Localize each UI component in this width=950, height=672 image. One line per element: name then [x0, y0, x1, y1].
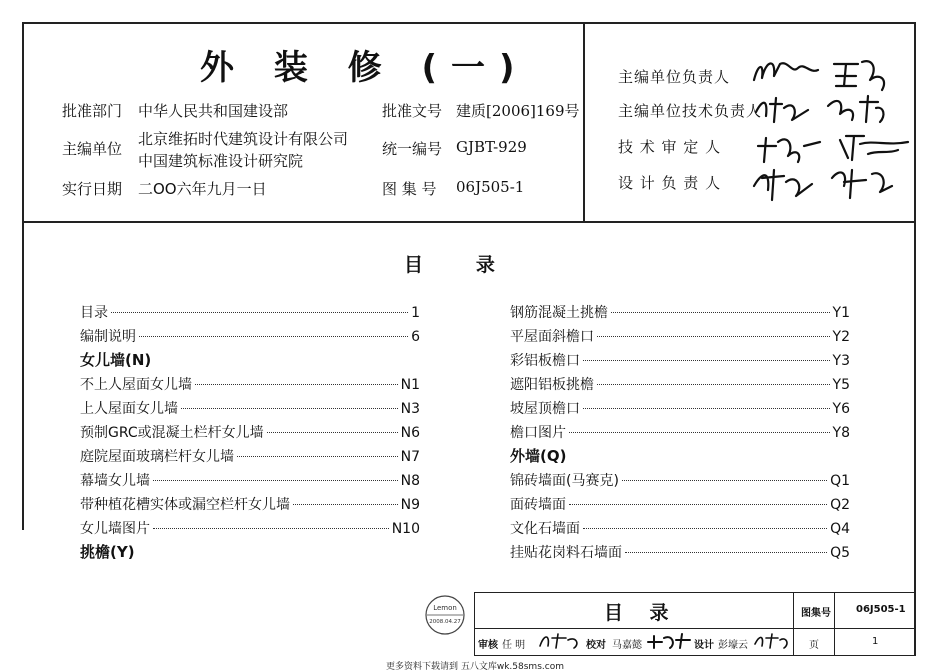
chief-unit-value-2: 中国建筑标准设计研究院	[138, 152, 304, 170]
toc-item-label: 文化石墙面	[510, 521, 580, 537]
toc-item-label: 檐口图片	[510, 425, 566, 441]
toc-item-page: Y5	[832, 377, 850, 393]
toc-leader-dots	[597, 384, 830, 385]
left-toc-row[interactable]	[80, 470, 420, 490]
toc-leader-dots	[569, 504, 827, 505]
atlas-no-value: 06J505-1	[456, 178, 525, 196]
atlas-title: 外 装 修 (一)	[200, 48, 529, 88]
toc-item-page: Q4	[830, 521, 850, 537]
toc-item-page: 6	[411, 329, 420, 345]
impl-date-label: 实行日期	[62, 180, 123, 198]
unified-no-label: 统一编号	[382, 140, 443, 158]
toc-leader-dots	[153, 528, 389, 529]
atlas-no-cell-value: 06J505-1	[856, 604, 906, 615]
toc-leader-dots	[597, 336, 830, 337]
right-toc-row[interactable]	[510, 518, 850, 538]
toc-leader-dots	[139, 336, 408, 337]
toc-item-page: N3	[400, 401, 420, 417]
stamp-top-text: Lemon	[433, 604, 457, 612]
toc-item-label: 不上人屋面女儿墙	[80, 377, 192, 393]
toc-item-page: Y2	[832, 329, 850, 345]
resp-tech-reviewer: 技 术 审 定 人	[618, 138, 722, 156]
toc-item-label: 挂贴花岗料石墙面	[510, 545, 622, 561]
left-section-heading: 挑檐(Y)	[80, 543, 135, 561]
toc-leader-dots	[195, 384, 398, 385]
toc-item-label: 面砖墙面	[510, 497, 566, 513]
footer-download-note: 更多资料下载请到 五八文库wk.58sms.com	[386, 662, 564, 672]
toc-item-page: Q5	[830, 545, 850, 561]
toc-item-label: 预制GRC或混凝土栏杆女儿墙	[80, 425, 264, 441]
design-name: 彭壕云	[718, 640, 748, 651]
review-name: 任 明	[502, 640, 526, 651]
atlas-no-label: 图 集 号	[382, 180, 437, 198]
left-toc-row[interactable]	[80, 302, 420, 322]
atlas-no-cell-label: 图集号	[801, 608, 831, 619]
toc-leader-dots	[111, 312, 408, 313]
title-block-name: 目 录	[604, 602, 669, 624]
toc-heading: 目 录	[404, 254, 495, 276]
approve-dept-label: 批准部门	[62, 102, 123, 120]
left-toc-row[interactable]	[80, 374, 420, 394]
approve-doc-label: 批准文号	[382, 102, 443, 120]
toc-leader-dots	[181, 408, 398, 409]
title-block-mid-line	[474, 628, 916, 629]
toc-leader-dots	[569, 432, 830, 433]
toc-item-page: N10	[391, 521, 420, 537]
toc-item-page: N1	[400, 377, 420, 393]
left-section-heading: 女儿墙(N)	[80, 351, 152, 369]
toc-item-label: 女儿墙图片	[80, 521, 150, 537]
toc-item-label: 锦砖墙面(马赛克)	[510, 473, 619, 489]
right-toc-row[interactable]	[510, 398, 850, 418]
toc-item-label: 编制说明	[80, 329, 136, 345]
toc-leader-dots	[153, 480, 398, 481]
resp-design-head: 设 计 负 责 人	[618, 174, 722, 192]
chief-unit-value-1: 北京维拓时代建筑设计有限公司	[138, 130, 349, 148]
right-toc-row[interactable]	[510, 350, 850, 370]
title-block-sep-1	[793, 592, 794, 656]
check-name: 马嘉懿	[612, 640, 642, 651]
toc-item-page: Q2	[830, 497, 850, 513]
right-toc-row[interactable]	[510, 542, 850, 562]
check-label: 校对	[586, 640, 606, 651]
review-signature	[536, 630, 584, 652]
title-block-sep-2	[834, 592, 835, 656]
toc-item-label: 钢筋混凝土挑檐	[510, 305, 608, 321]
toc-leader-dots	[583, 360, 830, 361]
review-label: 审核	[478, 640, 498, 651]
check-signature	[644, 630, 694, 652]
toc-item-page: 1	[411, 305, 420, 321]
toc-leader-dots	[622, 480, 827, 481]
left-toc-row[interactable]	[80, 446, 420, 466]
left-toc-row[interactable]	[80, 398, 420, 418]
right-toc-row[interactable]	[510, 422, 850, 442]
toc-item-page: Y1	[832, 305, 850, 321]
toc-leader-dots	[267, 432, 398, 433]
toc-item-page: Y3	[832, 353, 850, 369]
toc-leader-dots	[583, 408, 830, 409]
left-toc-row[interactable]	[80, 518, 420, 538]
approve-dept-value: 中华人民共和国建设部	[138, 102, 289, 120]
chief-unit-label: 主编单位	[62, 140, 123, 158]
header-divider	[22, 221, 916, 223]
stamp-bottom-text: 2008.04.27	[429, 619, 461, 625]
left-toc-row[interactable]	[80, 494, 420, 514]
right-toc-row[interactable]	[510, 494, 850, 514]
toc-item-page: N8	[400, 473, 420, 489]
header-vertical-divider	[583, 22, 585, 223]
toc-item-page: N7	[400, 449, 420, 465]
toc-leader-dots	[583, 528, 827, 529]
design-label: 设计	[694, 640, 714, 651]
toc-leader-dots	[237, 456, 398, 457]
toc-item-label: 平屋面斜檐口	[510, 329, 594, 345]
toc-item-label: 坡屋顶檐口	[510, 401, 580, 417]
page-value: 1	[872, 636, 879, 647]
toc-item-page: N9	[400, 497, 420, 513]
page-label: 页	[809, 640, 819, 651]
toc-item-label: 庭院屋面玻璃栏杆女儿墙	[80, 449, 234, 465]
unified-no-value: GJBT-929	[456, 138, 527, 156]
right-toc-row[interactable]	[510, 470, 850, 490]
toc-leader-dots	[611, 312, 830, 313]
impl-date-value: 二OO六年九月一日	[138, 180, 267, 198]
toc-item-page: Y8	[832, 425, 850, 441]
toc-leader-dots	[293, 504, 398, 505]
toc-item-page: N6	[400, 425, 420, 441]
resp-chief-unit-tech-head: 主编单位技术负责人	[618, 102, 763, 120]
right-toc-row[interactable]	[510, 302, 850, 322]
resp-chief-unit-head: 主编单位负责人	[618, 68, 731, 86]
toc-item-label: 上人屋面女儿墙	[80, 401, 178, 417]
right-toc-row[interactable]	[510, 374, 850, 394]
design-signature	[752, 630, 792, 652]
toc-item-label: 彩铝板檐口	[510, 353, 580, 369]
toc-item-page: Y6	[832, 401, 850, 417]
left-toc-row[interactable]	[80, 326, 420, 346]
toc-item-page: Q1	[830, 473, 850, 489]
approval-stamp	[424, 594, 466, 636]
toc-leader-dots	[625, 552, 827, 553]
toc-item-label: 遮阳铝板挑檐	[510, 377, 594, 393]
handwritten-signatures	[748, 50, 918, 215]
left-toc-row[interactable]	[80, 422, 420, 442]
toc-item-label: 带种植花槽实体或漏空栏杆女儿墙	[80, 497, 290, 513]
toc-item-label: 幕墙女儿墙	[80, 473, 150, 489]
toc-item-label: 目录	[80, 305, 108, 321]
right-toc-row[interactable]	[510, 326, 850, 346]
approve-doc-value: 建质[2006]169号	[456, 102, 580, 120]
right-section-heading: 外墙(Q)	[510, 447, 567, 465]
